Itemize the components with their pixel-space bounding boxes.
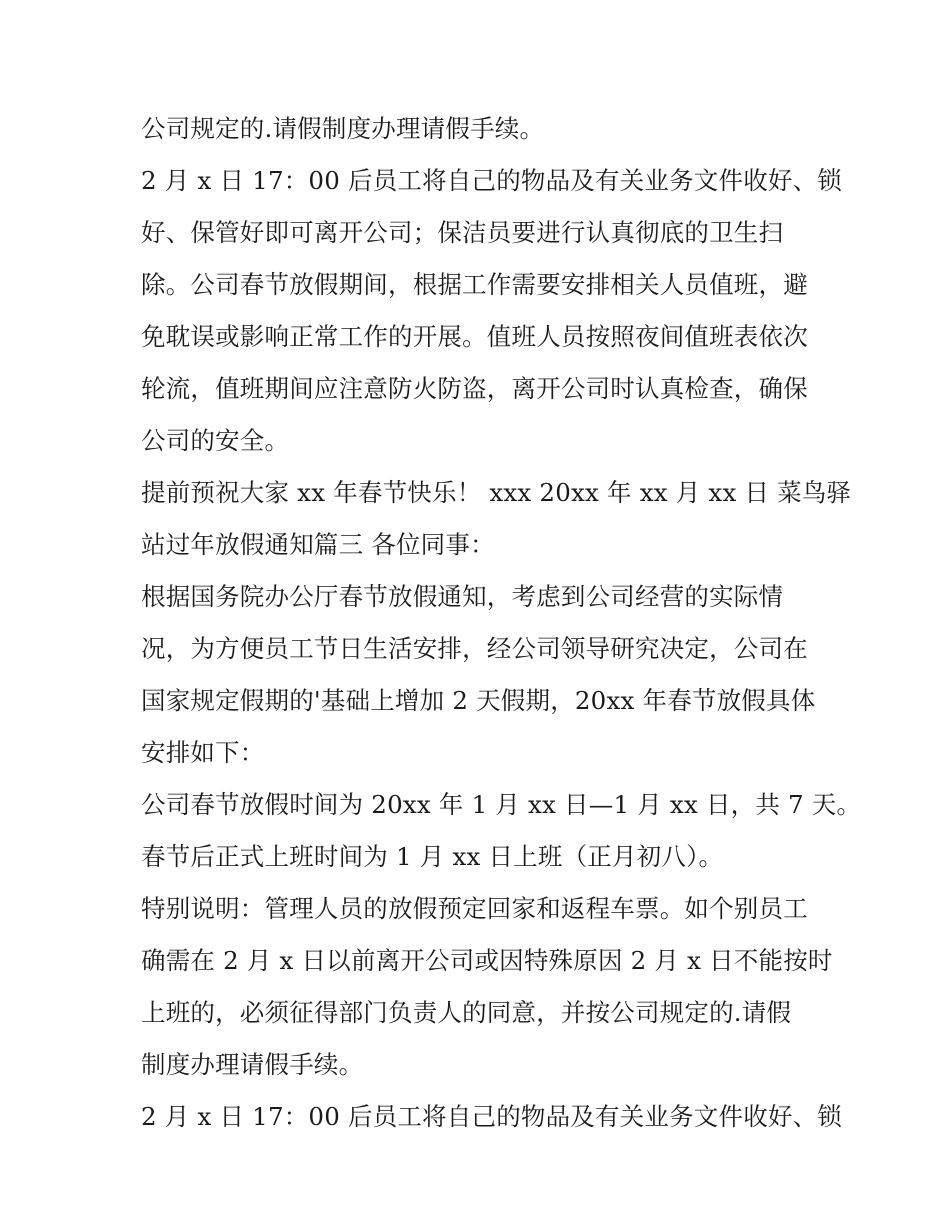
text-line: 免耽误或影响正常工作的开展。值班人员按照夜间值班表依次	[141, 322, 808, 351]
text-line: 提前预祝大家 xx 年春节快乐！ xxx 20xx 年 xx 月 xx 日 菜鸟驿	[141, 478, 852, 507]
text-line: 公司春节放假时间为 20xx 年 1 月 xx 日—1 月 xx 日，共 7 天。	[141, 790, 862, 819]
text-line: 好、保管好即可离开公司；保洁员要进行认真彻底的卫生扫	[141, 218, 784, 247]
text-line: 站过年放假通知篇三 各位同事：	[141, 530, 495, 559]
document-body	[141, 103, 862, 1143]
text-line: 轮流，值班期间应注意防火防盗，离开公司时认真检查，确保	[141, 374, 808, 403]
text-line: 安排如下：	[141, 738, 265, 767]
text-line: 根据国务院办公厅春节放假通知，考虑到公司经营的实际情	[141, 582, 784, 611]
text-line: 2 月 x 日 17：00 后员工将自己的物品及有关业务文件收好、锁	[141, 1102, 842, 1131]
text-line: 特别说明：管理人员的放假预定回家和返程车票。如个别员工	[141, 894, 808, 923]
text-line: 公司的安全。	[141, 426, 290, 455]
text-line: 上班的，必须征得部门负责人的同意，并按公司规定的.请假	[141, 998, 792, 1027]
text-line: 除。公司春节放假期间，根据工作需要安排相关人员值班，避	[141, 270, 808, 299]
text-line: 况，为方便员工节日生活安排，经公司领导研究决定，公司在	[141, 634, 808, 663]
text-line: 春节后正式上班时间为 1 月 xx 日上班（正月初八）。	[141, 842, 724, 871]
text-line: 确需在 2 月 x 日以前离开公司或因特殊原因 2 月 x 日不能按时	[141, 946, 833, 975]
text-line: 制度办理请假手续。	[141, 1050, 364, 1079]
text-line: 2 月 x 日 17：00 后员工将自己的物品及有关业务文件收好、锁	[141, 166, 842, 195]
text-line: 公司规定的.请假制度办理请假手续。	[141, 114, 545, 143]
text-line: 国家规定假期的'基础上增加 2 天假期，20xx 年春节放假具体	[141, 686, 816, 715]
